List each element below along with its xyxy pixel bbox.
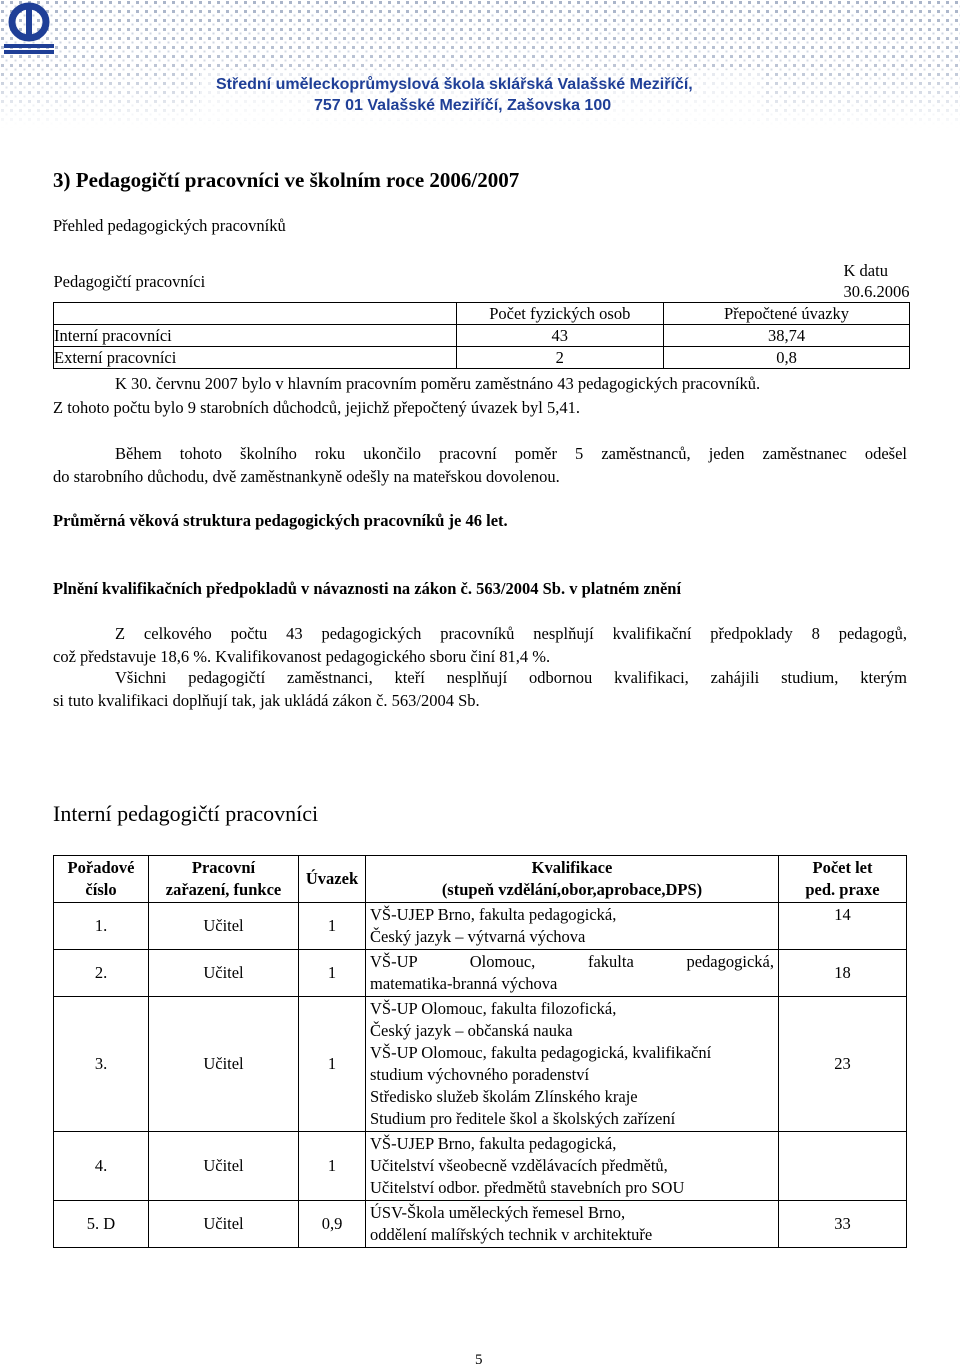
qualification-line: VŠ-UJEP Brno, fakulta pedagogická, xyxy=(370,1134,617,1153)
header-load: Úvazek xyxy=(299,856,366,903)
qualification-line: Studium pro ředitele škol a školských zařízení xyxy=(370,1109,676,1128)
row-persons: 43 xyxy=(456,325,663,347)
internal-staff-table xyxy=(53,855,907,1248)
row-number: 1. xyxy=(54,903,149,950)
row-fte: 0,8 xyxy=(664,347,910,369)
row-number: 4. xyxy=(54,1132,149,1201)
row-name: Interní pracovníci xyxy=(54,325,457,347)
table-row xyxy=(54,1132,907,1201)
header-text: ped. praxe xyxy=(805,880,880,899)
row-load: 1 xyxy=(299,997,366,1132)
table-row xyxy=(54,303,910,325)
qualification-line: Český jazyk – výtvarná výchova xyxy=(370,927,586,946)
header-position xyxy=(149,856,299,903)
qualification-line: oddělení malířských technik v architektuře xyxy=(370,1225,653,1244)
table-header-row xyxy=(54,856,907,903)
school-address: 757 01 Valašské Meziříčí, Zašovska 100 xyxy=(314,97,612,114)
paragraph-line: což představuje 18,6 %. Kvalifikovanost pedagogického sboru činí 81,4 %. xyxy=(53,647,551,666)
row-position: Učitel xyxy=(149,1201,299,1248)
row-load: 0,9 xyxy=(299,1201,366,1248)
row-number: 2. xyxy=(54,950,149,997)
table-row xyxy=(54,997,907,1132)
paragraph-line: K 30. červnu 2007 bylo v hlavním pracovním poměru zaměstnáno 43 pedagogických pracovníků. xyxy=(115,374,761,393)
table-row xyxy=(54,950,907,997)
overview-date: K datu 30.6.2006 xyxy=(843,261,910,301)
qualification-line: VŠ-UP Olomouc, fakulta pedagogická, kvalifikační xyxy=(370,1043,712,1062)
qualification-line: studium výchovného poradenství xyxy=(370,1065,590,1084)
page-number: 5 xyxy=(475,1352,483,1368)
empty-cell xyxy=(54,303,457,325)
header-text: Počet let xyxy=(812,858,873,877)
row-load: 1 xyxy=(299,1132,366,1201)
row-number: 3. xyxy=(54,997,149,1132)
row-qualification xyxy=(366,1132,779,1201)
paragraph-line: Z celkového počtu 43 pedagogických pracovníků nesplňují kvalifikační předpoklady 8 pedagogů, xyxy=(115,624,907,643)
row-load: 1 xyxy=(299,950,366,997)
column-header: Přepočtené úvazky xyxy=(664,303,910,325)
header-number xyxy=(54,856,149,903)
header-qualification xyxy=(366,856,779,903)
paragraph-line: Všichni pedagogičtí zaměstnanci, kteří nesplňují odbornou kvalifikaci, zahájili studium, kterým xyxy=(115,668,907,687)
qualification-line: VŠ-UP Olomouc, fakulta filozofická, xyxy=(370,999,617,1018)
overview-label: Pedagogičtí pracovníci xyxy=(53,271,206,291)
paragraph-line: Během tohoto školního roku ukončilo pracovní poměr 5 zaměstnanců, jeden zaměstnanec odešel xyxy=(115,444,907,463)
qualification-line: ÚSV-Škola uměleckých řemesel Brno, xyxy=(370,1203,626,1222)
row-years: 14 xyxy=(779,903,907,950)
header-text: zařazení, funkce xyxy=(165,880,282,899)
row-years: 18 xyxy=(779,950,907,997)
overview-table xyxy=(53,260,910,369)
header-text: Kvalifikace xyxy=(531,858,613,877)
row-position: Učitel xyxy=(149,1132,299,1201)
row-load: 1 xyxy=(299,903,366,950)
table-row xyxy=(54,1201,907,1248)
qualification-line: Učitelství všeobecně vzdělávacích předmětů, xyxy=(370,1156,668,1175)
school-logo-icon xyxy=(0,0,58,56)
header-years xyxy=(779,856,907,903)
qualification-line: Učitelství odbor. předmětů stavebních pro SOU xyxy=(370,1178,685,1197)
row-qualification xyxy=(366,950,779,997)
row-persons: 2 xyxy=(456,347,663,369)
row-name: Externí pracovníci xyxy=(54,347,457,369)
qualification-line: VŠ-UJEP Brno, fakulta pedagogická, xyxy=(370,905,617,924)
paragraph-line: Z tohoto počtu bylo 9 starobních důchodců, jejichž přepočtený úvazek byl 5,41. xyxy=(53,398,580,417)
row-position: Učitel xyxy=(149,903,299,950)
header-text: číslo xyxy=(85,880,117,899)
table-row xyxy=(54,903,907,950)
row-qualification xyxy=(366,1201,779,1248)
row-years xyxy=(779,1132,907,1201)
qualification-line: Středisko služeb školám Zlínského kraje xyxy=(370,1087,638,1106)
header-banner xyxy=(0,0,960,128)
header-text: Pořadové xyxy=(67,858,135,877)
row-position: Učitel xyxy=(149,997,299,1132)
paragraph-line: si tuto kvalifikaci doplňují tak, jak ukládá zákon č. 563/2004 Sb. xyxy=(53,691,480,710)
row-fte: 38,74 xyxy=(664,325,910,347)
table-row xyxy=(54,347,910,369)
header-text: Pracovní xyxy=(191,858,256,877)
section-subtitle: Přehled pedagogických pracovníků xyxy=(53,216,286,235)
age-statement: Průměrná věková struktura pedagogických pracovníků je 46 let. xyxy=(53,511,508,530)
paragraph-line: do starobního důchodu, dvě zaměstnankyně odešly na mateřskou dovolenou. xyxy=(53,467,560,486)
header-text: (stupeň vzdělání,obor,aprobace,DPS) xyxy=(441,880,703,899)
qualification-heading: Plnění kvalifikačních předpokladů v návaznosti na zákon č. 563/2004 Sb. v platném znění xyxy=(53,579,682,598)
row-years: 33 xyxy=(779,1201,907,1248)
row-qualification xyxy=(366,903,779,950)
table-row xyxy=(54,260,910,303)
qualification-line: Český jazyk – občanská nauka xyxy=(370,1021,573,1040)
school-name: Střední uměleckoprůmyslová škola sklářská Valašské Meziříčí, xyxy=(216,76,693,93)
internal-title: Interní pedagogičtí pracovníci xyxy=(53,801,319,826)
row-number: 5. D xyxy=(54,1201,149,1248)
row-qualification xyxy=(366,997,779,1132)
qualification-line: VŠ-UP Olomouc, fakulta pedagogická, xyxy=(370,952,774,971)
row-position: Učitel xyxy=(149,950,299,997)
qualification-line: matematika-branná výchova xyxy=(370,974,558,993)
column-header: Počet fyzických osob xyxy=(456,303,663,325)
section-title: 3) Pedagogičtí pracovníci ve školním roce 2006/2007 xyxy=(53,168,520,192)
table-row xyxy=(54,325,910,347)
row-years: 23 xyxy=(779,997,907,1132)
